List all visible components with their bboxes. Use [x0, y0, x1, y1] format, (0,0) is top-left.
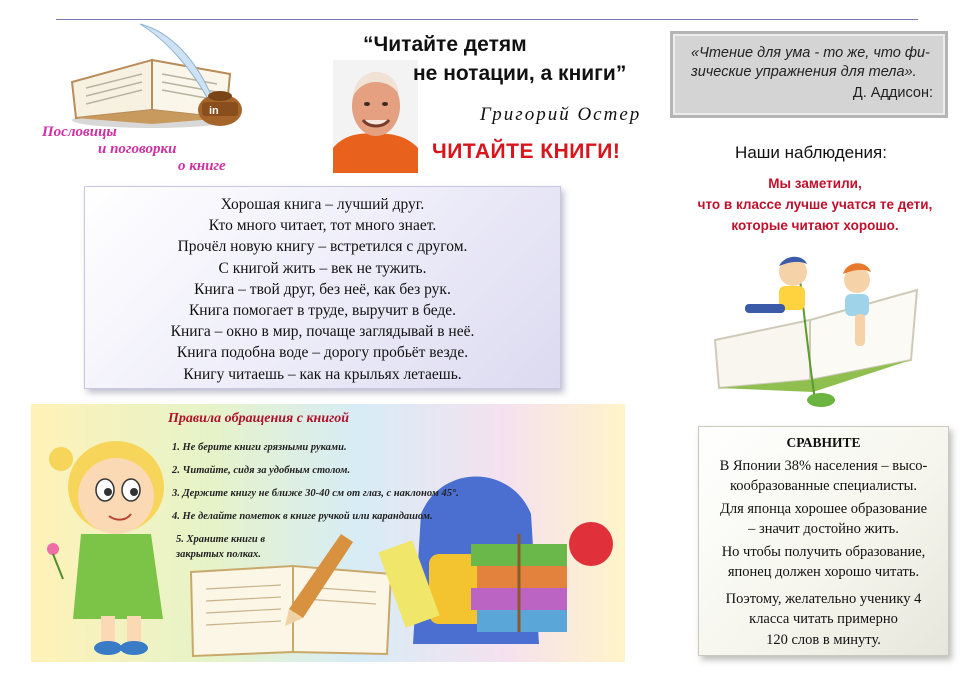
book-badge: in: [209, 105, 219, 117]
rule-item: 5. Храните книги в: [176, 534, 266, 545]
compare-paragraph: Поэтому, желательно ученику 4 класса читать примерно 120 слов в минуту.: [725, 590, 922, 648]
observations-title: Наши наблюдения:: [735, 143, 887, 162]
proverbs-heading: Пословицы и поговорки о книге: [42, 124, 226, 174]
oster-quote-line1: “Читайте детям: [363, 33, 527, 56]
top-divider: [56, 19, 918, 20]
observations-text: Мы заметили, что в классе лучше учатся те дети, которые читают хорошо.: [697, 176, 933, 233]
addison-quote-box: [670, 31, 948, 118]
rule-item: 3. Держите книгу не ближе 30-40 см от глаз, с наклоном 45°.: [172, 488, 459, 499]
proverb-line: Прочёл новую книгу – встретился с другом.: [177, 238, 468, 256]
compare-box: [698, 426, 949, 656]
proverb-line: Книгу читаешь – как на крыльях летаешь.: [183, 365, 462, 383]
proverb-line: Книга – окно в мир, почаще заглядывай в неё.: [170, 323, 475, 341]
kids-on-book-illustration: [705, 250, 925, 410]
rule-item: 4. Не делайте пометок в книге ручкой или карандашом.: [172, 511, 433, 522]
addison-author: Д. Аддисон:: [852, 85, 933, 101]
rule-item: 2. Читайте, сидя за удобным столом.: [172, 465, 351, 476]
oster-portrait: [333, 60, 418, 173]
addison-quote-line2: зические упражнения для тела».: [691, 64, 917, 80]
proverb-line: Книга – твой друг, без неё, как без рук.: [194, 280, 451, 298]
read-books-slogan: ЧИТАЙТЕ КНИГИ!: [432, 140, 621, 163]
rule-item: 1. Не берите книги грязными руками.: [172, 442, 347, 453]
proverb-line: Кто много читает, тот много знает.: [208, 217, 437, 235]
proverb-line: Книга подобна воде – дорогу пробьёт везде.: [176, 344, 469, 362]
proverb-line: Книга помогает в труде, выручит в беде.: [188, 302, 457, 320]
rule-item-continued: закрытых полках.: [176, 549, 261, 560]
proverbs-box: [84, 186, 561, 389]
book-quill-illustration: [62, 22, 262, 132]
addison-quote-line1: «Чтение для ума - то же, что фи-: [691, 45, 930, 61]
compare-paragraph: Но чтобы получить образование, японец должен хорошо читать.: [721, 543, 926, 580]
proverb-line: С книгой жить – век не тужить.: [218, 259, 427, 277]
rules-title: Правила обращения с книгой: [168, 411, 350, 426]
oster-quote-line2: не нотации, а книги”: [413, 62, 627, 85]
oster-name: Григорий Остер: [480, 104, 642, 125]
compare-paragraph: Для японца хорошее образование – значит достойно жить.: [719, 500, 928, 537]
compare-heading: СРАВНИТЕ: [786, 435, 861, 450]
proverb-line: Хорошая книга – лучший друг.: [220, 196, 425, 213]
compare-paragraph: В Японии 38% населения – высо- кообразованные специалисты.: [719, 457, 928, 494]
